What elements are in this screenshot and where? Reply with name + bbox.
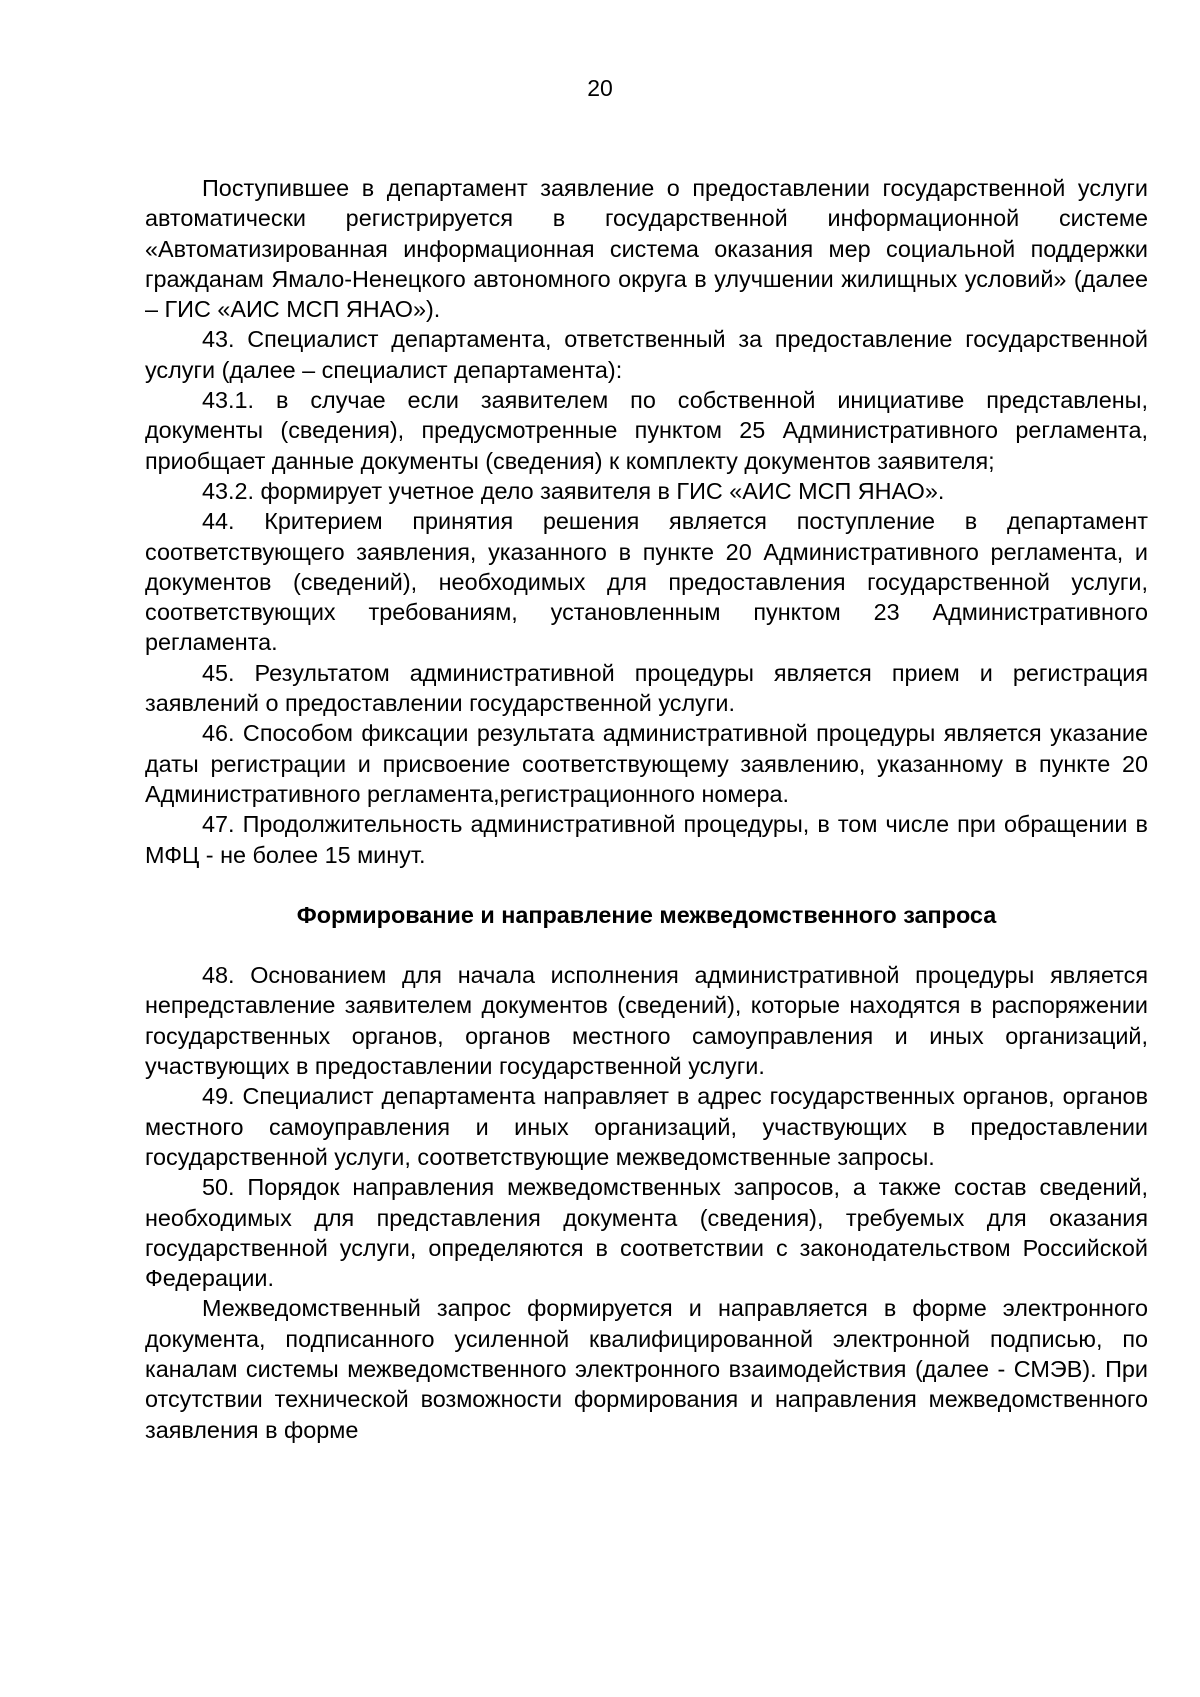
paragraph-43-1: 43.1. в случае если заявителем по собственной инициативе представлены, документы (сведения), предусмотренные пунктом 25 Административного регламента, приобщает данные документы (сведения) к комплекту документов заявителя; xyxy=(145,387,1148,474)
paragraph-47: 47. Продолжительность административной процедуры, в том числе при обращении в МФЦ - не более 15 минут. xyxy=(145,811,1148,868)
paragraph-45: 45. Результатом административной процедуры является прием и регистрация заявлений о предоставлении государственной услуги. xyxy=(145,659,1148,717)
document-body xyxy=(145,173,1148,1445)
paragraph-44: 44. Критерием принятия решения является поступление в департамент соответствующего заявления, указанного в пункте 20 Административного регламента, и документов (сведений), необходимых для предоставления государственной услуги, соответствующих требованиям, установленным пунктом 23 Административного регламента. xyxy=(145,508,1148,656)
paragraph-50: 50. Порядок направления межведомственных запросов, а также состав сведений, необходимых для представления документа (сведения), требуемых для оказания государственной услуги, определяются в соответствии с законодательством Российской Федерации. xyxy=(145,1174,1148,1292)
paragraph-46: 46. Способом фиксации результата административной процедуры является указание даты регистрации и присвоение соответствующему заявлению, указанному в пункте 20 Административного регламента,регистрационного номера. xyxy=(145,720,1148,807)
paragraph-interagency-request: Межведомственный запрос формируется и направляется в форме электронного документа, подписанного усиленной квалифицированной электронной подписью, по каналам системы межведомственного электронного взаимодействия (далее - СМЭВ). При отсутствии технической возможности формирования и направления межведомственного заявления в форме xyxy=(145,1295,1148,1443)
page-number: 20 xyxy=(587,75,613,101)
paragraph-43-2: 43.2. формирует учетное дело заявителя в ГИС «АИС МСП ЯНАО». xyxy=(202,477,945,504)
paragraph-48: 48. Основанием для начала исполнения административной процедуры является непредставление заявителем документов (сведений), которые находятся в распоряжении государственных органов, органов местного самоуправления и иных организаций, участвующих в предоставлении государственной услуги. xyxy=(145,962,1148,1080)
paragraph-registration: Поступившее в департамент заявление о предоставлении государственной услуги автоматически регистрируется в государственной информационной системе «Автоматизированная информационная система оказания мер социальной поддержки гражданам Ямало-Ненецкого автономного округа в улучшении жилищных условий» (далее – ГИС «АИС МСП ЯНАО»). xyxy=(145,175,1148,323)
section-heading: Формирование и направление межведомственного запроса xyxy=(296,901,997,928)
paragraph-43: 43. Специалист департамента, ответственный за предоставление государственной услуги (далее – специалист департамента): xyxy=(145,326,1148,383)
paragraph-49: 49. Специалист департамента направляет в адрес государственных органов, органов местного самоуправления и иных организаций, участвующих в предоставлении государственной услуги, соответствующие межведомственные запросы. xyxy=(145,1083,1148,1170)
